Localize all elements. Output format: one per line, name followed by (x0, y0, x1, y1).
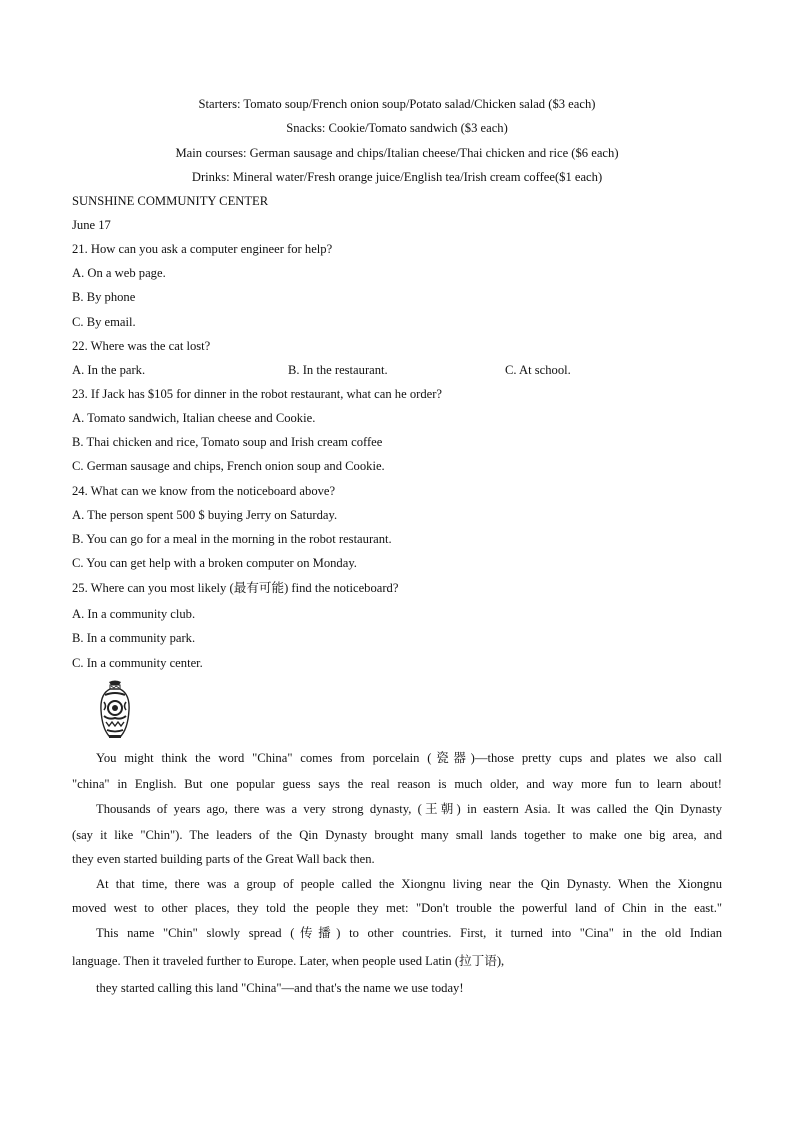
passage-p2-line1: Thousands of years ago, there was a very strong dynasty, (王朝) in eastern Asia. It was called the Qin Dynasty (96, 802, 722, 816)
option-22-c: C. At school. (505, 363, 571, 377)
option-25-b: B. In a community park. (72, 631, 196, 645)
passage-p2-line3: they even started building parts of the Great Wall back then. (72, 852, 375, 866)
option-24-b: B. You can go for a meal in the morning in the robot restaurant. (72, 532, 392, 546)
option-22-a: A. In the park. (72, 363, 146, 377)
option-22-b: B. In the restaurant. (288, 363, 388, 377)
option-25-c: C. In a community center. (72, 656, 203, 670)
option-21-c: C. By email. (72, 315, 136, 329)
porcelain-vase-icon (97, 680, 133, 740)
question-22: 22. Where was the cat lost? (72, 339, 211, 353)
option-23-b: B. Thai chicken and rice, Tomato soup and Irish cream coffee (72, 435, 383, 449)
option-25-a: A. In a community club. (72, 607, 196, 621)
option-23-a: A. Tomato sandwich, Italian cheese and Cookie. (72, 411, 316, 425)
menu-snacks: Snacks: Cookie/Tomato sandwich ($3 each) (286, 121, 508, 135)
question-24: 24. What can we know from the noticeboard above? (72, 484, 336, 498)
option-21-b: B. By phone (72, 290, 136, 304)
option-23-c: C. German sausage and chips, French onion soup and Cookie. (72, 459, 385, 473)
menu-main-courses: Main courses: German sausage and chips/Italian cheese/Thai chicken and rice ($6 each) (175, 146, 619, 160)
question-25: 25. Where can you most likely (最有可能) find the noticeboard? (72, 581, 399, 595)
passage-p2-line2: (say it like "Chin"). The leaders of the Qin Dynasty brought many small lands together to make one big area, and (72, 828, 722, 842)
menu-drinks: Drinks: Mineral water/Fresh orange juice/English tea/Irish cream coffee($1 each) (191, 170, 603, 184)
passage-p1-line1: You might think the word "China" comes from porcelain (瓷器)—those pretty cups and plates we also call (96, 751, 722, 765)
option-24-a: A. The person spent 500 $ buying Jerry on Saturday. (72, 508, 338, 522)
passage-p3-line1: At that time, there was a group of people called the Xiongnu living near the Qin Dynasty. When the Xiongnu (96, 877, 722, 891)
passage-p3-line2: moved west to other places, they told the people they met: "Don't trouble the powerful land of Chin in the east." (72, 901, 722, 915)
passage-p1-line2: "china" in English. But one popular guess says the real reason is much older, and way more fun to learn about! (72, 777, 722, 791)
passage-p4-line2: language. Then it traveled further to Europe. Later, when people used Latin (拉丁语), (72, 954, 505, 968)
signature-org: SUNSHINE COMMUNITY CENTER (72, 194, 269, 208)
menu-starters: Starters: Tomato soup/French onion soup/Potato salad/Chicken salad ($3 each) (198, 97, 596, 111)
question-21: 21. How can you ask a computer engineer for help? (72, 242, 333, 256)
signature-date: June 17 (72, 218, 111, 232)
question-23: 23. If Jack has $105 for dinner in the robot restaurant, what can he order? (72, 387, 442, 401)
passage-p5-line1: they started calling this land "China"—and that's the name we use today! (96, 981, 464, 995)
option-24-c: C. You can get help with a broken computer on Monday. (72, 556, 357, 570)
passage-p4-line1: This name "Chin" slowly spread (传播) to other countries. First, it turned into "Cina" in the old Indian (96, 926, 722, 940)
option-21-a: A. On a web page. (72, 266, 166, 280)
